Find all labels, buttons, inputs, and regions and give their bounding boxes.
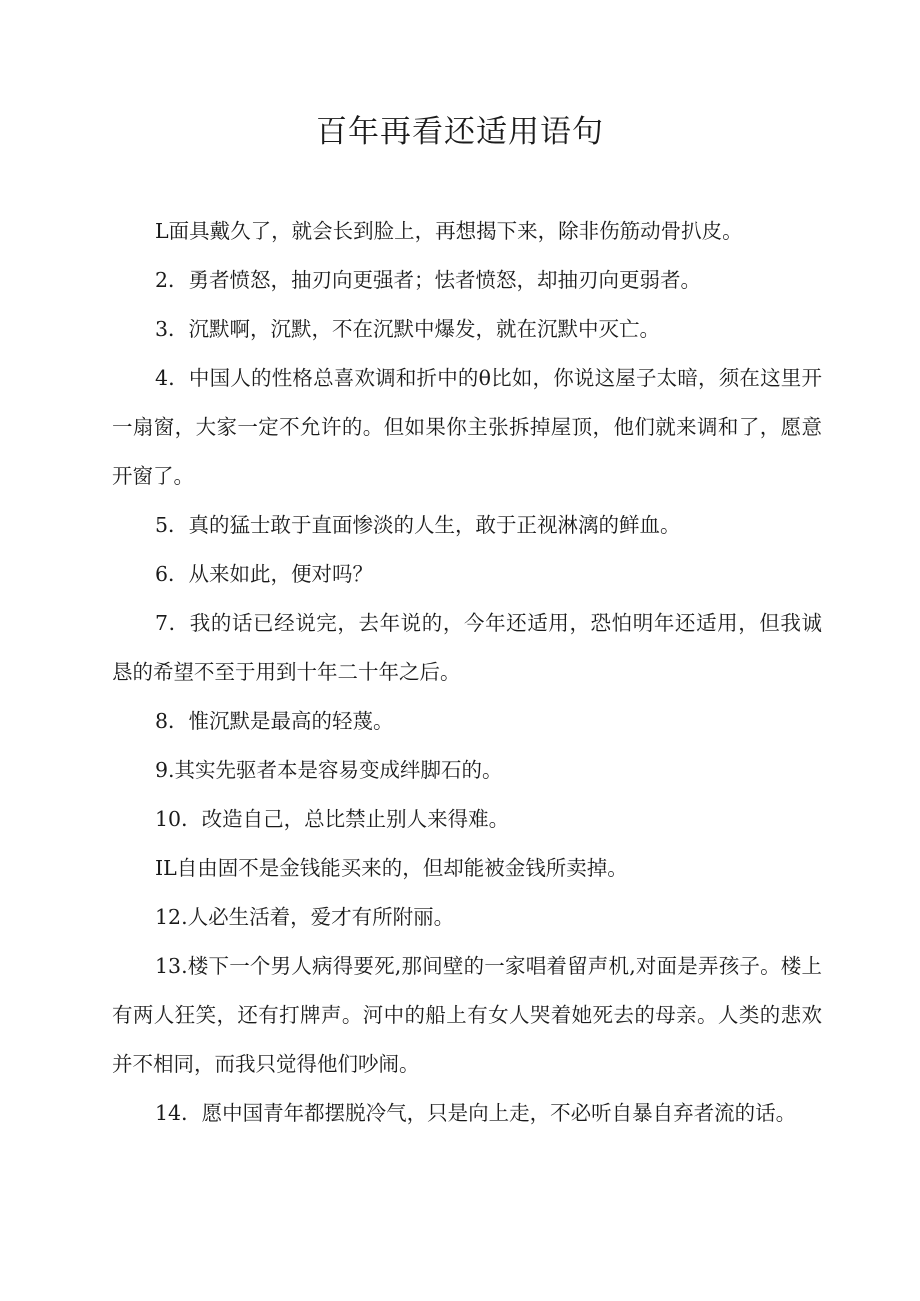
quote-paragraph-1: L面具戴久了，就会长到脸上，再想揭下来，除非伤筋动骨扒皮。 [155,219,743,243]
quote-paragraph-3: 3．沉默啊，沉默，不在沉默中爆发，就在沉默中灭亡。 [155,317,661,341]
quote-paragraph-8: 8．惟沉默是最高的轻蔑。 [155,709,394,733]
quote-paragraph-7: 7．我的话已经说完，去年说的，今年还适用，恐怕明年还适用，但我诚恳的希望不至于用到十年二十年之后。 [112,611,822,684]
quote-paragraph-13: 13.楼下一个男人病得要死,那间壁的一家唱着留声机,对面是弄孩子。楼上有两人狂笑，还有打牌声。河中的船上有女人哭着她死去的母亲。人类的悲欢并不相同，而我只觉得他们吵闹。 [112,954,822,1076]
quote-paragraph-5: 5．真的猛士敢于直面惨淡的人生，敢于正视淋漓的鲜血。 [155,513,681,537]
quote-paragraph-11: IL自由固不是金钱能买来的，但却能被金钱所卖掉。 [155,856,628,880]
quote-paragraph-12: 12.人必生活着，爱才有所附丽。 [155,905,455,929]
document-body [112,207,822,1138]
quote-paragraph-9: 9.其实先驱者本是容易变成绊脚石的。 [155,758,503,782]
document-title: 百年再看还适用语句 [316,114,604,150]
quote-paragraph-14: 14．愿中国青年都摆脱冷气，只是向上走，不必听自暴自弃者流的话。 [155,1101,797,1125]
quote-paragraph-6: 6．从来如此，便对吗？ [155,562,374,586]
quote-paragraph-10: 10．改造自己，总比禁止别人来得难。 [155,807,510,831]
quote-paragraph-2: 2．勇者愤怒，抽刃向更强者；怯者愤怒，却抽刃向更弱者。 [155,268,702,292]
quote-paragraph-4: 4．中国人的性格总喜欢调和折中的θ比如，你说这屋子太暗，须在这里开一扇窗，大家一定不允许的。但如果你主张拆掉屋顶，他们就来调和了，愿意开窗了。 [112,366,822,488]
